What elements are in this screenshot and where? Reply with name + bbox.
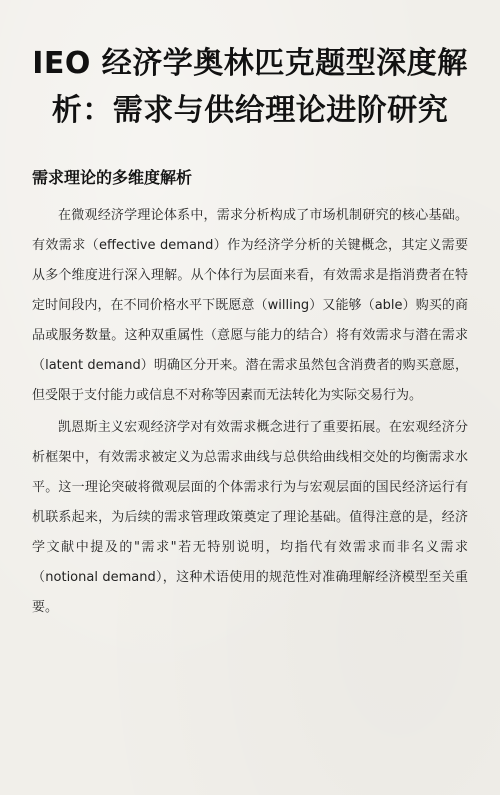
body-paragraph-1: 在微观经济学理论体系中，需求分析构成了市场机制研究的核心基础。有效需求（effective demand）作为经济学分析的关键概念，其定义需要从多个维度进行深入理解。从个体行为层面来看，有效需求是指消费者在特定时间段内，在不同价格水平下既愿意（willing）又能够（able）购买的商品或服务数量。这种双重属性（意愿与能力的结合）将有效需求与潜在需求（latent demand）明确区分开来。潜在需求虽然包含消费者的购买意愿，但受限于支付能力或信息不对称等因素而无法转化为实际交易行为。 bbox=[32, 208, 468, 403]
document-title: IEO 经济学奥林匹克题型深度解析：需求与供给理论进阶研究 bbox=[32, 46, 468, 128]
body-paragraph-2: 凯恩斯主义宏观经济学对有效需求概念进行了重要拓展。在宏观经济分析框架中，有效需求被定义为总需求曲线与总供给曲线相交处的均衡需求水平。这一理论突破将微观层面的个体需求行为与宏观层面的国民经济运行有机联系起来，为后续的需求管理政策奠定了理论基础。值得注意的是，经济学文献中提及的"需求"若无特别说明，均指代有效需求而非名义需求（notional demand），这种术语使用的规范性对准确理解经济模型至关重要。 bbox=[32, 420, 468, 615]
section-heading: 需求理论的多维度解析 bbox=[32, 168, 193, 187]
